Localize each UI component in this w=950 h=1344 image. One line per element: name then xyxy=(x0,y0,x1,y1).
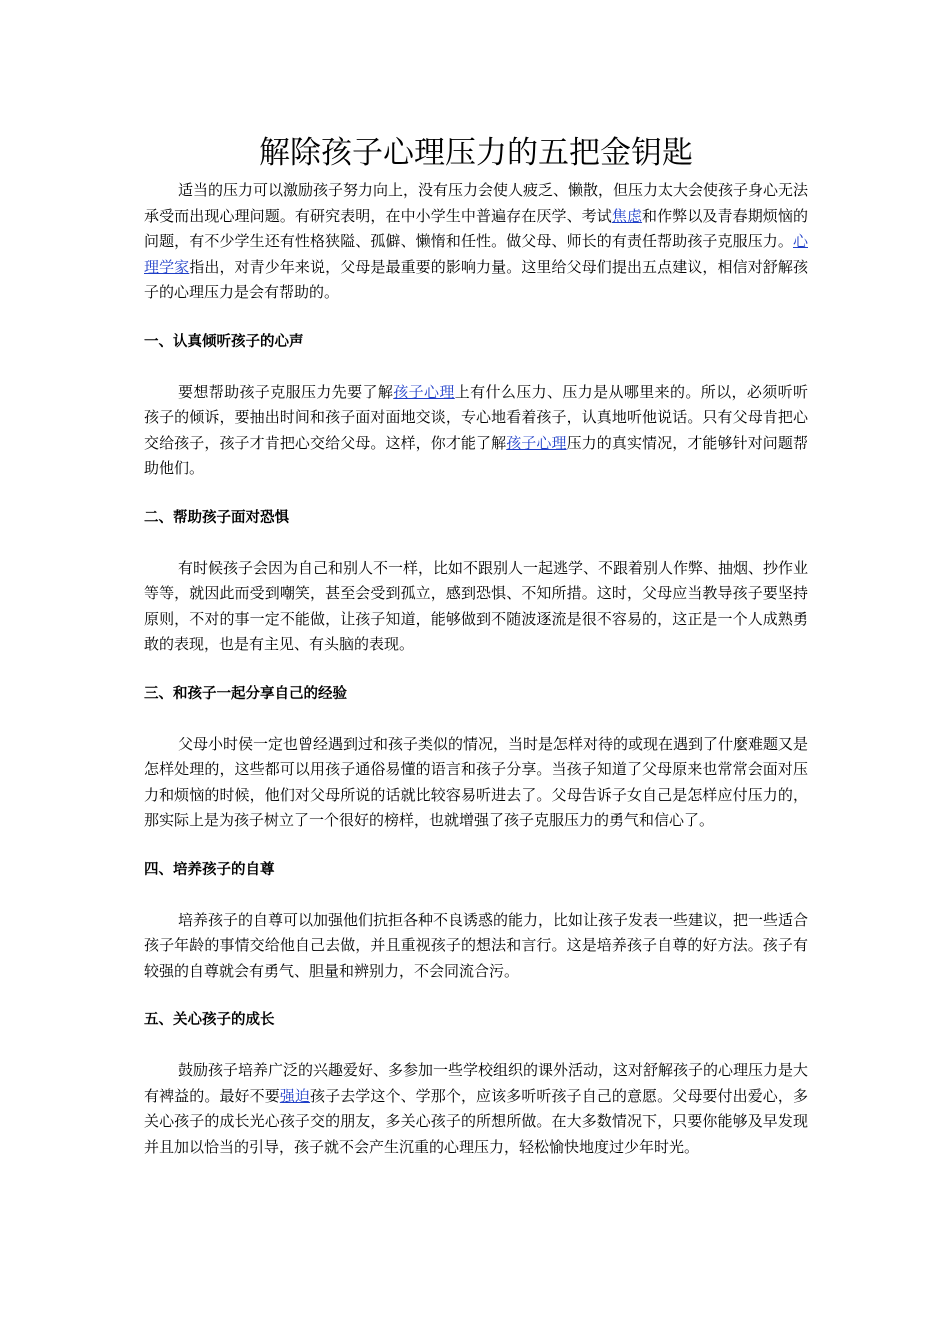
section-3-heading: 三、和孩子一起分享自己的经验 xyxy=(144,685,347,702)
link-child-psychology-2[interactable]: 孩子心理 xyxy=(506,433,567,452)
section-3-paragraph: 父母小时侯一定也曾经遇到过和孩子类似的情况，当时是怎样对待的或现在遇到了什麼难题又是怎样处理的，这些都可以用孩子通俗易懂的语言和孩子分享。当孩子知道了父母原来也常常会面对压力和烦恼的时候，他们对父母所说的话就比较容易听进去了。父母告诉子女自己是怎样应付压力的，那实际上是为孩子树立了一个很好的榜样，也就增强了孩子克服压力的勇气和信心了。 xyxy=(144,734,809,829)
intro-paragraph xyxy=(144,178,808,306)
section-5-text-2: 孩子去学这个、学那个，应该多听听孩子自己的意愿。父母要付出爱心，多关心孩子的成长光心孩子交的朋友，多关心孩子的所想所做。在大多数情况下，只要你能够及早发现并且加以恰当的引导，孩子就不会产生沉重的心理压力，轻松愉快地度过少年时光。 xyxy=(144,1086,808,1156)
intro-text-2: 和作弊以及青春期烦恼的问题，有不少学生还有性格狭隘、孤僻、懒惰和任性。做父母、师长的有责任帮助孩子克服压力。 xyxy=(144,206,808,250)
section-5-heading: 五、关心孩子的成长 xyxy=(144,1012,275,1028)
intro-text-1: 适当的压力可以激励孩子努力向上，没有压力会使人疲乏、懒散，但压力太大会使孩子身心无法承受而出现心理问题。有研究表明，在中小学生中普遍存在厌学、考试 xyxy=(144,181,809,225)
link-anxiety[interactable]: 焦虑 xyxy=(611,206,643,225)
section-2-heading: 二、帮助孩子面对恐惧 xyxy=(144,509,289,526)
section-1-heading: 一、认真倾听孩子的心声 xyxy=(144,333,304,350)
link-child-psychology-1[interactable]: 孩子心理 xyxy=(393,382,455,401)
document-page xyxy=(144,128,808,1160)
section-2-paragraph: 有时候孩子会因为自己和别人不一样，比如不跟别人一起逃学、不跟着别人作弊、抽烟、抄作业等等，就因此而受到嘲笑，甚至会受到孤立，感到恐惧、不知所措。这时，父母应当教导孩子要坚持原则，不对的事一定不能做，让孩子知道，能够做到不随波逐流是很不容易的，这正是一个人成熟勇敢的表现，也是有主见、有头脑的表现。 xyxy=(144,558,809,653)
section-1-text-2: 上有什么压力、压力是从哪里来的。所以，必须听听孩子的倾诉，要抽出时间和孩子面对面地交谈，专心地看着孩子，认真地听他说话。只有父母肯把心交给孩子，孩子才肯把心交给父母。这样，你才能了解 xyxy=(144,382,808,452)
section-1-paragraph xyxy=(144,380,808,482)
section-4-heading: 四、培养孩子的自尊 xyxy=(144,861,275,878)
page-title: 解除孩子心理压力的五把金钥匙 xyxy=(259,135,693,171)
intro-text-3: 指出，对青少年来说，父母是最重要的影响力量。这里给父母们提出五点建议，相信对舒解孩子的心理压力是会有帮助的。 xyxy=(144,257,808,301)
section-4-paragraph: 培养孩子的自尊可以加强他们抗拒各种不良诱惑的能力，比如让孩子发表一些建议，把一些适合孩子年龄的事情交给他自己去做，并且重视孩子的想法和言行。这是培养孩子自尊的好方法。孩子有较强的自尊就会有勇气、胆量和辨别力，不会同流合污。 xyxy=(144,910,809,980)
link-force[interactable]: 强迫 xyxy=(279,1086,311,1105)
section-5-paragraph xyxy=(144,1058,808,1160)
section-1-text-1: 要想帮助孩子克服压力先要了解 xyxy=(178,382,394,401)
section-1-text-3: 压力的真实情况，才能够针对问题帮助他们。 xyxy=(144,433,808,477)
link-psychologist[interactable]: 心理学家 xyxy=(144,232,808,276)
section-5-text-1: 鼓励孩子培养广泛的兴趣爱好、多参加一些学校组织的课外活动，这对舒解孩子的心理压力是大有裨益的。最好不要 xyxy=(144,1061,809,1105)
